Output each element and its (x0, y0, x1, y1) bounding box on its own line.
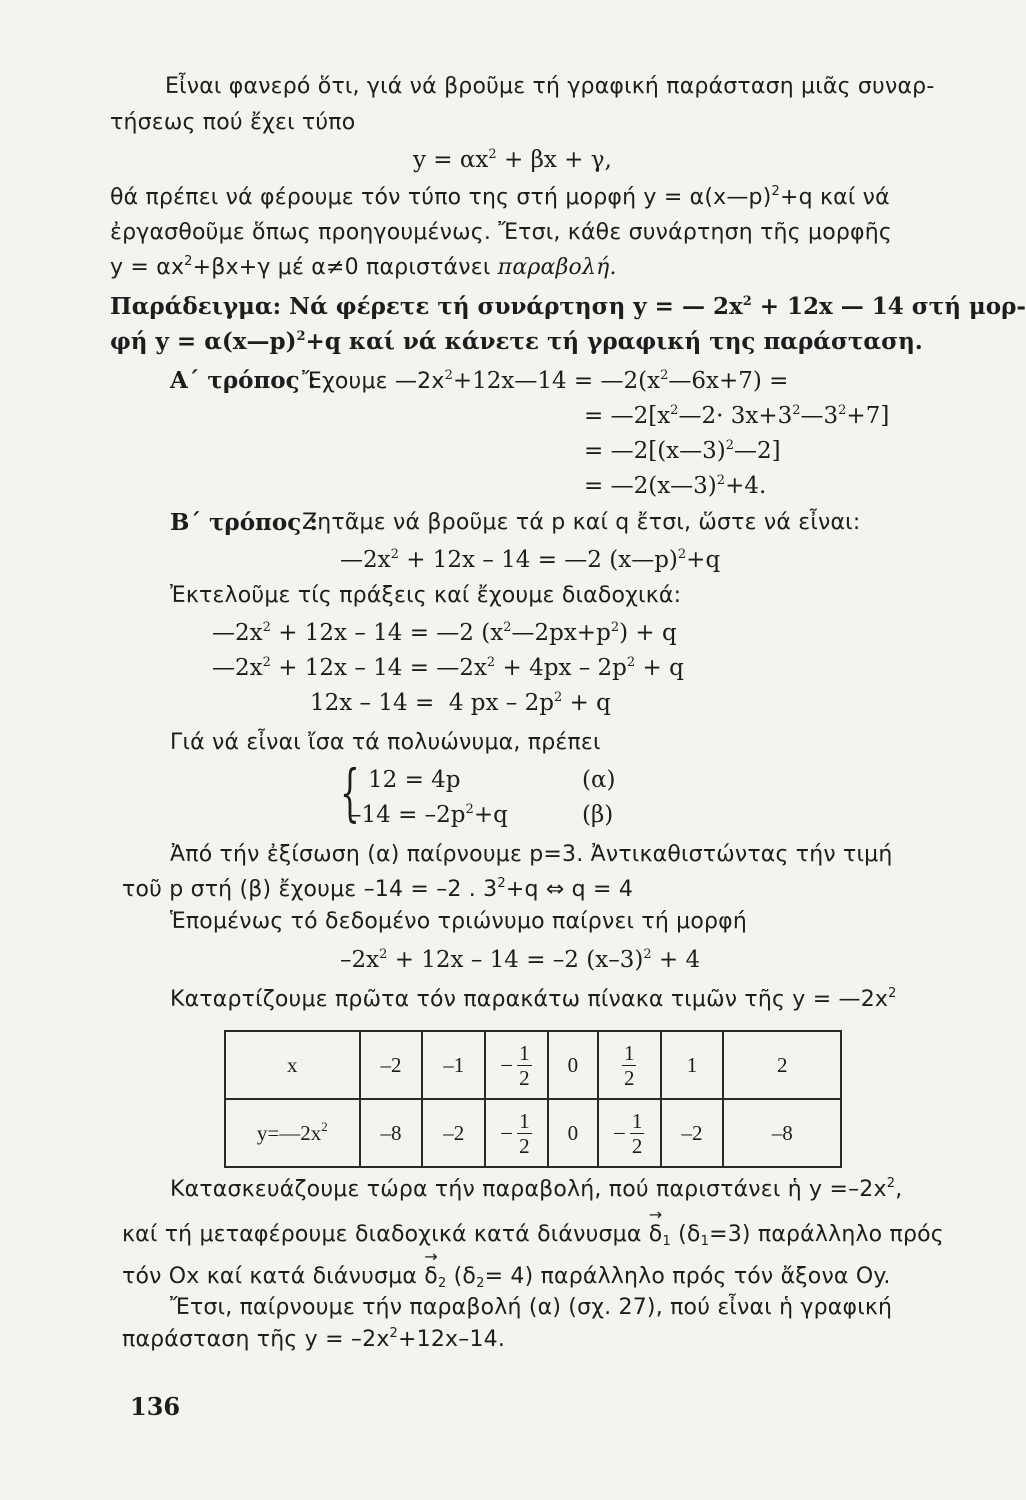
therefore-line: Ἑπομένως τό δεδομένο τριώνυμο παίρνει τή μορφή (170, 909, 748, 934)
method-b-equation: $—2x^2 + 12x - 14$ = —2 (x—p)$^2$+q (340, 547, 721, 573)
from-line-1: Ἀπό τήν ἐξίσωση (α) παίρνουμε p=3. Ἀντικαθιστώντας τήν τιμή (170, 842, 893, 867)
table-row (225, 1031, 841, 1099)
table-cell: –8 (723, 1099, 841, 1167)
method-b-intro: Ζητᾶμε νά βροῦμε τά p καί q ἔτσι, ὥστε νά εἶναι: (302, 510, 861, 535)
closing-line-3: τόν Ox καί κατά $\delta\iota ά\nu\upsilon\sigma\mu\alpha \to \delta_2$ $(\delta_2= 4)$ παράλληλο πρός τόν ἄξονα Oy. (122, 1262, 891, 1292)
table-intro: Καταρτίζουμε πρῶτα τόν παρακάτω πίνακα τιμῶν τῆς $y = —2x^2$ (170, 986, 897, 1012)
table-cell: – $\frac{1}{2}$ (485, 1099, 548, 1167)
method-a-row-1: Ἔχουμε $—2x^2+12x—14$ = $—2(x^2—6x+7)$ = (302, 368, 789, 394)
system-eq-2: $-14 = -2p^2+q$ (350, 802, 508, 828)
intro-line-2: τήσεως πού ἔχει τύπο (110, 110, 356, 135)
equal-polynomials: Γιά νά εἶναι ἴσα τά πολυώνυμα, πρέπει (170, 730, 601, 755)
intro-line-4: ἐργασθοῦμε ὅπως προηγουμένως. Ἔτσι, κάθε συνάρτηση τῆς μορφῆς (110, 220, 892, 245)
system-tag-a: (α) (582, 767, 616, 793)
method-b-exec: Ἐκτελοῦμε τίς πράξεις καί ἔχουμε διαδοχικά: (170, 583, 682, 608)
values-table (224, 1030, 842, 1168)
method-a-row-2: = $—2[x^2—2\cdot$ $3x+3^2—3^2+7$] (584, 403, 890, 429)
table-row (225, 1099, 841, 1167)
closing-line-4: Ἔτσι, παίρνουμε τήν παραβολή (α) (σχ. 27), πού εἶναι ἡ γραφική (170, 1295, 893, 1320)
table-cell: –2 (360, 1031, 423, 1099)
method-a-row-4: = —2(x—3)$^2$+4. (584, 473, 767, 499)
vector-d2: → $\delta_2$ (424, 1262, 446, 1292)
page-number: 136 (130, 1392, 181, 1421)
closing-line-5: παράσταση τῆς $y = -2x^2+12x-14$. (122, 1326, 506, 1352)
system-brace: { (340, 756, 360, 829)
table-cell: 1 (661, 1031, 724, 1099)
step-2: $—2x^2 + 12x - 14$ = $—2x^2 + 4px - 2p^2 + q$ (212, 655, 684, 681)
system-tag-b: (β) (582, 802, 614, 828)
method-a-row-3: = —2[(x—3)$^2$—2] (584, 438, 781, 464)
intro-line-3: θά πρέπει νά φέρουμε τόν τύπο της στή μορφή y = α(x—p)$^2$+q καί νά (110, 184, 890, 210)
step-3: 12x – 14 = 4 px – $2p^2 + q$ (310, 690, 611, 716)
general-formula: $y = \alpha x^2 + \beta x + \gamma$, (413, 147, 612, 173)
vector-d1: → $\delta_1$ (649, 1220, 671, 1250)
table-cell: – $\frac{1}{2}$ (485, 1031, 548, 1099)
method-b-label: Β΄ τρόπος : (170, 509, 318, 536)
method-a-label: Α΄ τρόπος : (170, 367, 317, 394)
table-cell: $\frac{1}{2}$ (598, 1031, 661, 1099)
table-cell: 0 (548, 1099, 598, 1167)
table-cell: –8 (360, 1099, 423, 1167)
table-header-y: $y=—2x^2$ (225, 1099, 360, 1167)
closing-line-1: Κατασκευάζουμε τώρα τήν παραβολή, πού παριστάνει ἡ $y =-2x^2$, (170, 1176, 903, 1202)
example-line-1: Παράδειγμα: Νά φέρετε τή συνάρτηση y = — $2x^2 + 12x$ — 14 στή μορ- (110, 293, 1026, 320)
step-1: $—2x^2 + 12x - 14$ = —2 $(x^2—2px+p^2) + q$ (212, 620, 677, 646)
example-line-2: φή y = α(x—p)$^2$+q καί νά κάνετε τή γραφική της παράσταση. (110, 328, 923, 355)
table-cell: 2 (723, 1031, 841, 1099)
intro-line-1: Εἶναι φανερό ὅτι, γιά νά βροῦμε τή γραφική παράσταση μιᾶς συναρ- (165, 74, 935, 99)
table-cell: –2 (661, 1099, 724, 1167)
table-cell: –1 (422, 1031, 485, 1099)
closing-line-2: καί τή μεταφέρουμε διαδοχικά κατά $\delta\iota ά\nu\upsilon\sigma\mu\alpha \to \delta_1$ $(\delta_1=3)$ παράλληλο πρός (122, 1220, 944, 1250)
final-form: $-2x^2 + 12x - 14 = -2$ $(x-3)^2 + 4$ (340, 947, 701, 973)
from-line-2: τοῦ p στή (β) ἔχουμε –14 = –2 . $3^2+q$ ⇔ q = 4 (122, 876, 634, 902)
table-cell: – $\frac{1}{2}$ (598, 1099, 661, 1167)
table-header-x: x (225, 1031, 360, 1099)
system-eq-1: 12 = 4p (368, 767, 461, 793)
table-cell: –2 (422, 1099, 485, 1167)
intro-line-5: $y = \alpha x^2+\beta x+\gamma$ μέ α≠0 παριστάνει παραβολή. (110, 254, 617, 280)
table-cell: 0 (548, 1031, 598, 1099)
